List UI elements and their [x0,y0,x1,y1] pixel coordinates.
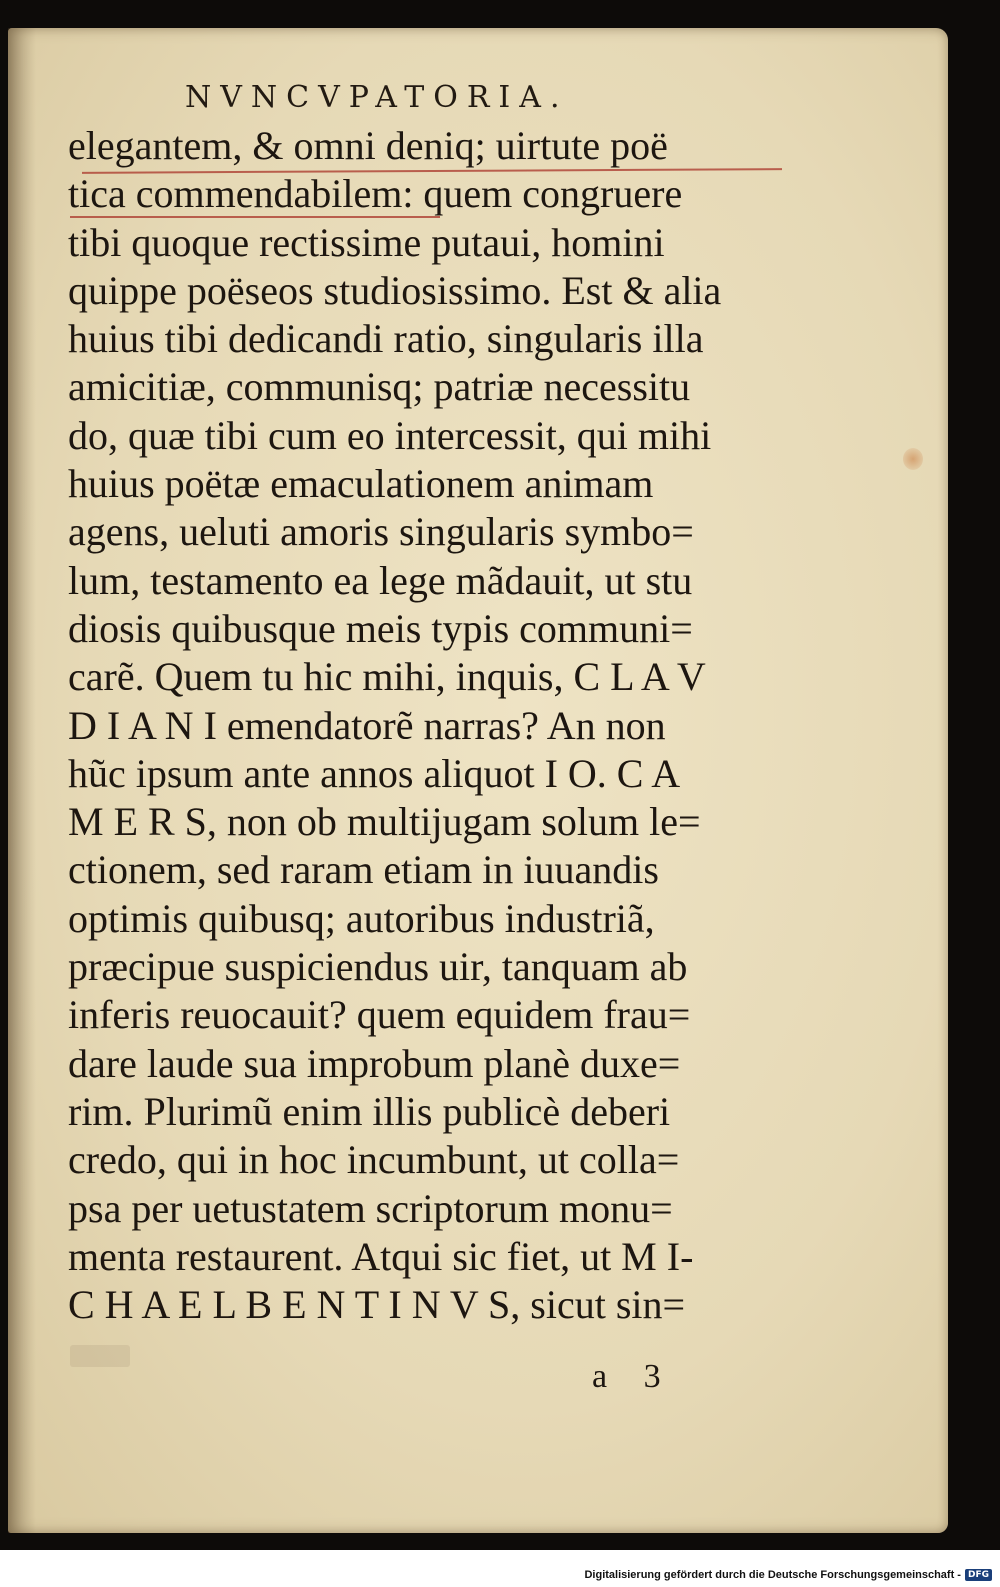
text-line: psa per uetustatem scriptorum monu= [68,1185,673,1231]
text-line: lum, testamento ea lege mãdauit, ut stu [68,557,693,603]
text-line: do, quæ tibi cum eo intercessit, qui mihi [68,412,712,458]
text-line: quippe poëseos studiosissimo. Est & alia [68,267,722,313]
text-line: C H A E L B E N T I N V S, sicut sin= [68,1282,686,1328]
running-head: NVNCVPATORIA. [185,80,569,115]
text-line: dare laude sua improbum planè duxe= [68,1040,681,1086]
faint-stamp-mark [70,1345,130,1367]
paper-stain [903,448,923,470]
body-text [68,122,768,1329]
text-line: agens, ueluti amoris singularis symbo= [68,509,694,555]
text-line: huius poëtæ emaculationem animam [68,461,654,507]
text-line: menta restaurent. Atqui sic fiet, ut M I- [68,1233,694,1279]
text-line: hũc ipsum ante annos aliquot I O. C A [68,750,681,796]
text-line: inferis reuocauit? quem equidem frau= [68,992,691,1038]
text-line: elegantem, & omni deniq; uirtute poë [68,123,668,168]
text-line: diosis quibusque meis typis communi= [68,605,693,651]
text-line: huius tibi dedicandi ratio, singularis illa [68,316,704,362]
footer-text: Digitalisierung gefördert durch die Deutsche Forschungsgemeinschaft - [584,1569,961,1581]
text-line: ctionem, sed raram etiam in iuuandis [68,847,659,893]
footer-credit [584,1569,992,1581]
text-line: tibi quoque rectissime putaui, homini [68,219,665,265]
text-line: optimis quibusq; autoribus industriã, [68,895,655,941]
gutter-shadow [8,28,36,1533]
text-line: tica commendabilem: quem congruere [68,171,683,217]
text-line: rim. Plurimũ enim illis publicè deberi [68,1088,671,1134]
dfg-logo-badge: DFG [965,1569,992,1581]
signature-mark: a 3 [592,1358,675,1395]
text-line: carẽ. Quem tu hic mihi, inquis, C L A V [68,654,706,700]
text-line: credo, qui in hoc incumbunt, ut colla= [68,1137,680,1183]
text-line: M E R S, non ob multijugam solum le= [68,799,701,845]
text-line: amicitiæ, communisq; patriæ necessitu [68,364,691,410]
text-line: D I A N I emendatorẽ narras? An non [68,702,666,748]
text-line: præcipue suspiciendus uir, tanquam ab [68,944,688,990]
